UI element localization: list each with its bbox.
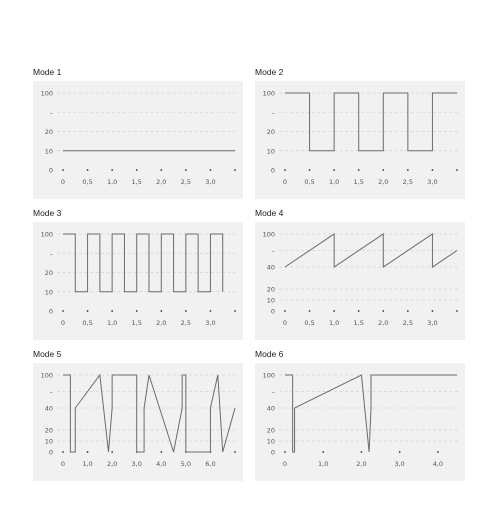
- y-tick-label: 0: [48, 307, 53, 316]
- y-tick-label: 20: [266, 426, 275, 435]
- chart-3: [33, 222, 243, 340]
- x-tick-label: 1,0: [328, 319, 340, 327]
- x-axis-dot: [234, 310, 236, 312]
- x-axis-dot: [358, 310, 360, 312]
- x-tick-label: 1,0: [328, 178, 340, 186]
- x-tick-label: 3,0: [205, 319, 216, 327]
- y-tick-label: 0: [270, 448, 275, 457]
- x-tick-label: 2,0: [378, 178, 389, 186]
- x-tick-label: 1,0: [82, 460, 93, 468]
- x-axis-dot: [361, 451, 363, 453]
- chart-6: [255, 363, 465, 481]
- y-tick-label: 20: [44, 269, 53, 277]
- x-axis-dot: [284, 451, 286, 453]
- y-tick-label: 10: [266, 147, 275, 156]
- chart-panel-4: [255, 208, 465, 340]
- x-axis-dot: [185, 310, 187, 312]
- x-tick-label: 2,0: [106, 460, 118, 468]
- chart-title-6: Mode 6: [255, 349, 284, 359]
- x-tick-label: 5,0: [180, 460, 192, 468]
- chart-panel-6: [255, 349, 465, 481]
- x-tick-label: 2,5: [180, 178, 192, 186]
- x-axis-dot: [407, 169, 409, 171]
- y-tick-label: 0: [48, 166, 53, 175]
- x-tick-label: 0: [60, 319, 66, 327]
- x-axis-dot: [111, 310, 113, 312]
- chart-5: [33, 363, 243, 481]
- chart-title-2: Mode 2: [255, 67, 284, 77]
- x-axis-dot: [432, 169, 434, 171]
- x-tick-label: 0: [60, 178, 66, 186]
- x-axis-dot: [309, 169, 311, 171]
- chart-title-4: Mode 4: [255, 208, 284, 218]
- y-tick-label: 10: [44, 147, 53, 156]
- x-axis-dot: [456, 310, 458, 312]
- y-tick-label: –: [49, 108, 53, 117]
- y-tick-label: 20: [44, 128, 53, 136]
- y-tick-label: 100: [262, 371, 275, 380]
- x-tick-label: 2,0: [156, 178, 167, 186]
- x-tick-label: 1,5: [131, 319, 142, 327]
- x-tick-label: 2,0: [356, 460, 367, 468]
- x-axis-dot: [87, 451, 89, 453]
- x-tick-label: 0: [60, 460, 66, 468]
- x-axis-dot: [62, 310, 64, 312]
- x-tick-label: 2,5: [402, 319, 414, 327]
- chart-title-1: Mode 1: [33, 67, 62, 77]
- x-tick-label: 2,0: [378, 319, 389, 327]
- chart-1: [33, 81, 243, 199]
- chart-title-3: Mode 3: [33, 208, 62, 218]
- x-axis-dot: [432, 310, 434, 312]
- x-axis-dot: [437, 451, 439, 453]
- x-axis-dot: [87, 310, 89, 312]
- x-tick-label: 4,0: [432, 460, 444, 468]
- y-tick-label: 0: [48, 448, 53, 457]
- y-tick-label: 40: [266, 263, 275, 272]
- x-axis-dot: [284, 169, 286, 171]
- x-tick-label: 1,5: [353, 178, 364, 186]
- chart-4: [255, 222, 465, 340]
- y-tick-label: 10: [266, 296, 275, 305]
- chart-panel-2: [255, 67, 465, 199]
- x-axis-dot: [87, 169, 89, 171]
- x-tick-label: 3,0: [205, 178, 216, 186]
- x-axis-dot: [358, 169, 360, 171]
- x-axis-dot: [333, 169, 335, 171]
- x-axis-dot: [309, 310, 311, 312]
- x-tick-label: 0,5: [82, 178, 93, 186]
- x-tick-label: 3,0: [427, 178, 438, 186]
- y-tick-label: 20: [266, 128, 275, 136]
- y-tick-label: 10: [44, 288, 53, 297]
- y-tick-label: –: [271, 388, 275, 396]
- x-tick-label: 2,0: [156, 319, 167, 327]
- x-axis-dot: [234, 169, 236, 171]
- y-tick-label: –: [271, 108, 275, 117]
- x-tick-label: 1,5: [353, 319, 364, 327]
- x-tick-label: 0: [282, 460, 288, 468]
- y-tick-label: 10: [44, 437, 53, 446]
- chart-title-5: Mode 5: [33, 349, 62, 359]
- x-tick-label: 0: [282, 178, 288, 186]
- x-axis-dot: [322, 451, 324, 453]
- x-axis-dot: [160, 451, 162, 453]
- y-tick-label: –: [49, 249, 53, 258]
- x-axis-dot: [160, 310, 162, 312]
- y-tick-label: 100: [262, 89, 275, 98]
- x-tick-label: 3,0: [427, 319, 438, 327]
- x-tick-label: 0,5: [304, 319, 315, 327]
- x-axis-dot: [111, 451, 113, 453]
- x-tick-label: 0,5: [82, 319, 93, 327]
- y-tick-label: 100: [40, 230, 53, 239]
- x-axis-dot: [62, 451, 64, 453]
- x-axis-dot: [136, 310, 138, 312]
- y-tick-label: –: [49, 388, 53, 396]
- x-tick-label: 2,5: [402, 178, 414, 186]
- x-tick-label: 3,0: [394, 460, 405, 468]
- x-axis-dot: [333, 310, 335, 312]
- y-tick-label: 0: [270, 166, 275, 175]
- x-axis-dot: [185, 169, 187, 171]
- x-axis-dot: [284, 310, 286, 312]
- x-tick-label: 0: [282, 319, 288, 327]
- x-tick-label: 4,0: [156, 460, 167, 468]
- y-tick-label: 100: [40, 89, 53, 98]
- x-axis-dot: [399, 451, 401, 453]
- chart-2: [255, 81, 465, 199]
- x-tick-label: 0,5: [304, 178, 315, 186]
- chart-panel-5: [33, 349, 243, 481]
- x-tick-label: 3,0: [131, 460, 142, 468]
- y-tick-label: 100: [40, 371, 53, 380]
- x-axis-dot: [234, 451, 236, 453]
- x-axis-dot: [407, 310, 409, 312]
- x-tick-label: 2,5: [180, 319, 192, 327]
- x-axis-dot: [160, 169, 162, 171]
- x-tick-label: 6,0: [205, 460, 216, 468]
- y-tick-label: 20: [44, 426, 53, 435]
- x-axis-dot: [382, 169, 384, 171]
- y-tick-label: 40: [44, 404, 53, 413]
- x-tick-label: 1,0: [106, 178, 118, 186]
- x-axis-dot: [210, 169, 212, 171]
- y-tick-label: 100: [262, 230, 275, 239]
- y-tick-label: 20: [266, 285, 275, 294]
- y-tick-label: –: [271, 247, 275, 255]
- x-axis-dot: [210, 310, 212, 312]
- y-tick-label: 40: [266, 404, 275, 413]
- x-axis-dot: [136, 169, 138, 171]
- y-tick-label: 10: [266, 437, 275, 446]
- x-axis-dot: [382, 310, 384, 312]
- chart-panel-3: [33, 208, 243, 340]
- x-tick-label: 1,5: [131, 178, 142, 186]
- x-axis-dot: [456, 169, 458, 171]
- x-tick-label: 1,0: [106, 319, 118, 327]
- chart-panel-1: [33, 67, 243, 199]
- x-axis-dot: [62, 169, 64, 171]
- x-tick-label: 1,0: [318, 460, 329, 468]
- y-tick-label: 0: [270, 307, 275, 316]
- x-axis-dot: [111, 169, 113, 171]
